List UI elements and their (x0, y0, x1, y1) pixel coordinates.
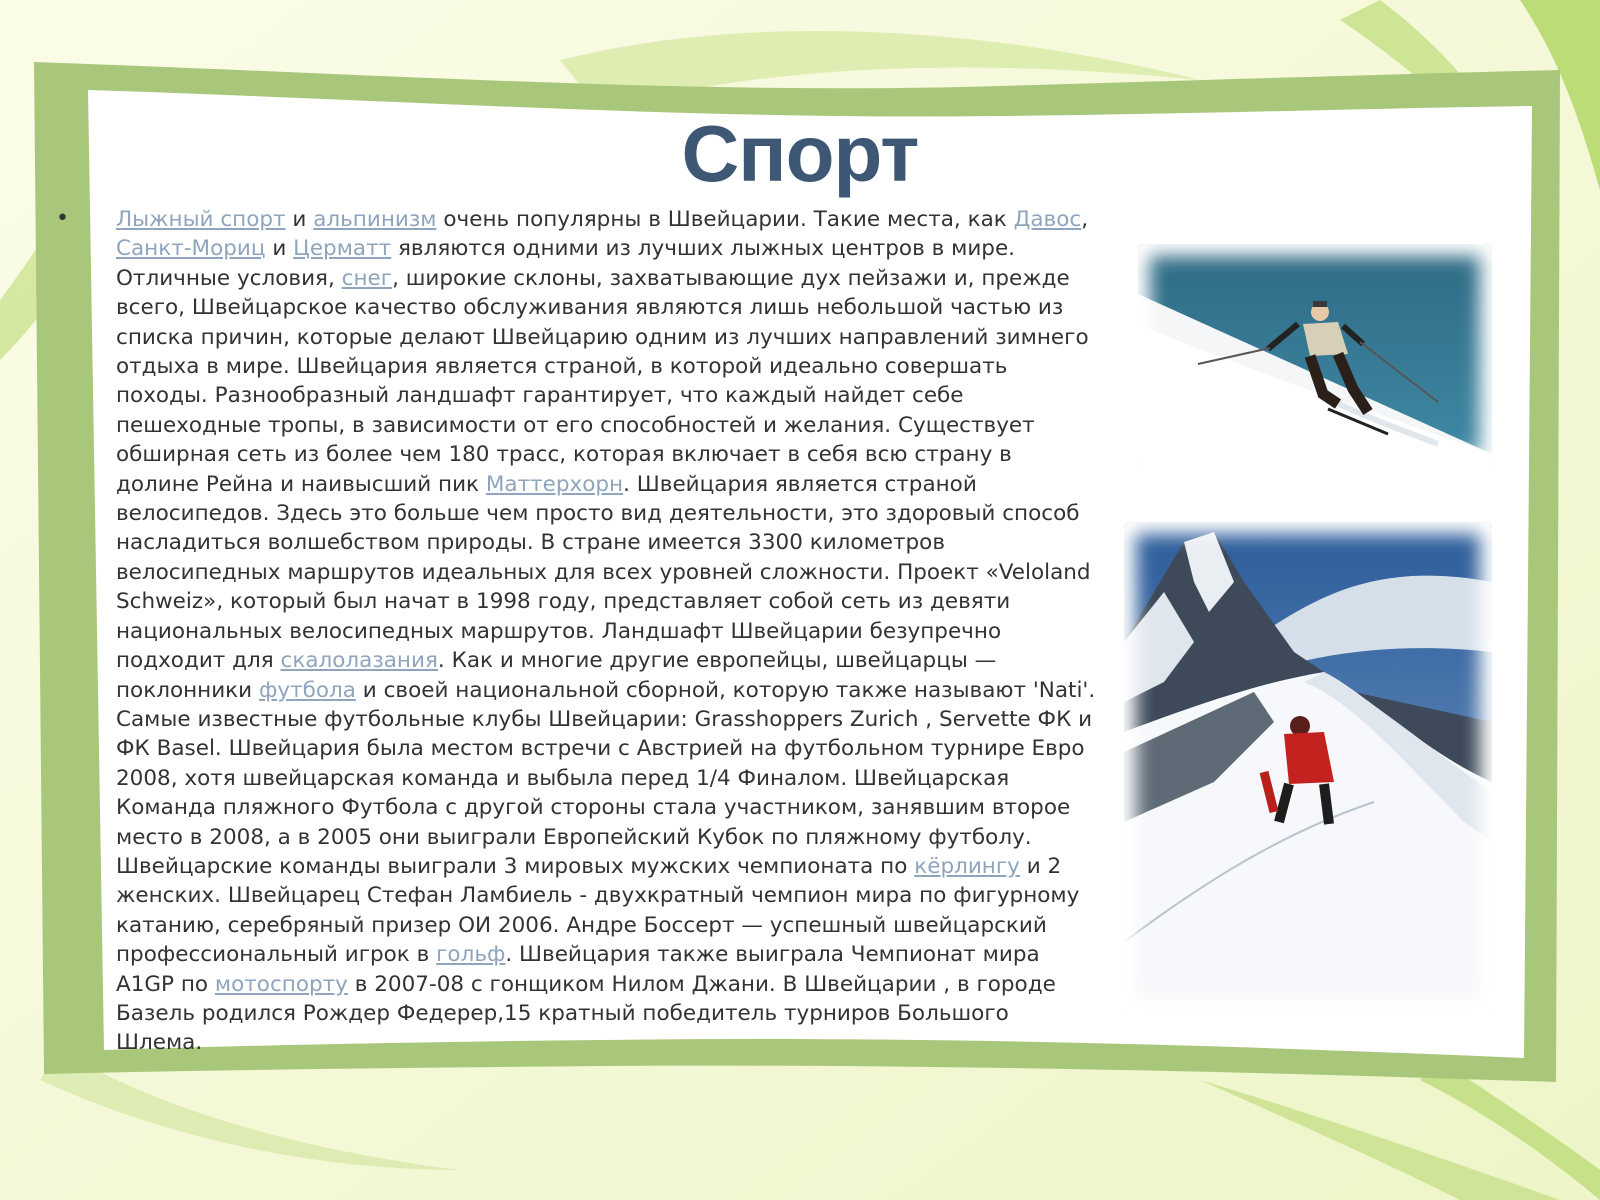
paragraph-text: и (265, 236, 294, 262)
paragraph-text: в 2007-08 с гонщиком Нилом Джани. В Швейцарии , в городе Базель родился Рождер Федерер,15 кратный победитель турниров Большого Шлема. (116, 971, 1056, 1056)
paragraph-link[interactable]: Маттерхорн (485, 471, 624, 497)
paragraph-link[interactable]: гольф (436, 942, 506, 968)
slide-title: Спорт (681, 109, 919, 198)
paragraph-text: и 2 женских. Швейцарец Стефан Ламбиель - двухкратный чемпион мира по фигурному катанию, серебряный призер ОИ 2006. Андре Боссерт — успешный швейцарский профессиональный игрок в (116, 853, 1080, 968)
paragraph-link[interactable]: Санкт-Мориц (116, 236, 266, 262)
paragraph-text: , широкие склоны, захватывающие дух пейзажи и, прежде всего, Швейцарское качество обслуживания являются лишь небольшой частью из списка причин, которые делают Швейцарию одним из лучших направлений зимнего отдыха в мире. Швейцария является страной, в которой идеально совершать походы. Разнообразный ландшафт гарантирует, что каждый найдет себе пешеходные тропы, в зависимости от его способностей и желания. Существует обширная сеть из более чем 180 трасс, которая включает в себя всю страну в долине Рейна и наивысший пик (116, 265, 1089, 497)
paragraph-text: являются одними из лучших лыжных центров в мире. Отличные условия, (116, 236, 1016, 291)
paragraph-text: и (285, 207, 314, 232)
sports-paragraph (116, 205, 1096, 1058)
paragraph-link[interactable]: Церматт (293, 236, 392, 262)
paragraph-link[interactable]: Давос (1013, 207, 1082, 232)
paragraph-link[interactable]: кёрлингу (914, 853, 1020, 879)
paragraph-text: . Швейцария также выиграла Чемпионат мира A1GP по (116, 942, 1040, 997)
paragraph-link[interactable]: мотоспорту (214, 971, 348, 997)
skier-photo (1138, 244, 1492, 466)
paragraph-link[interactable]: футбола (258, 677, 356, 703)
paragraph-link[interactable]: Лыжный спорт (116, 207, 286, 232)
paragraph-text: очень популярны в Швейцарии. Такие места, как (436, 207, 1014, 232)
paragraph-link[interactable]: скалолазания (280, 648, 438, 674)
paragraph-text: . Как и многие другие европейцы, швейцарцы — поклонники (116, 648, 997, 703)
paragraph-link[interactable]: альпинизм (313, 207, 437, 232)
paragraph-text: , (1081, 207, 1089, 232)
paragraph-text: . Швейцария является страной велосипедов. Здесь это больше чем просто вид деятельности, это здоровый способ насладиться волшебством природы. В стране имеется 3300 километров велосипедных маршрутов идеальных для всех уровней сложности. Проект «Veloland Schweiz», который был начат в 1998 году, представляет собой сеть из девяти национальных велосипедных маршрутов. Ландшафт Швейцарии безупречно подходит для (116, 471, 1091, 674)
mountain-climber-photo (1124, 522, 1492, 1012)
paragraph-text: и своей национальной сборной, которую также называют 'Nati'. Самые известные футбольные клубы Швейцарии: Grasshoppers Zurich , Servette ФК и ФК Basel. Швейцария была местом встречи с Австрией на футбольном турнире Евро 2008, хотя швейцарская команда и выбыла перед 1/4 Финалом. Швейцарская Команда пляжного Футбола с другой стороны стала участником, занявшим второе место в 2008, а в 2005 они выиграли Европейский Кубок по пляжному футболу. Швейцарские команды выиграли 3 мировых мужских чемпионата по (116, 677, 1096, 879)
bullet-marker: • (56, 206, 69, 231)
paragraph-link[interactable]: снег (341, 265, 393, 291)
